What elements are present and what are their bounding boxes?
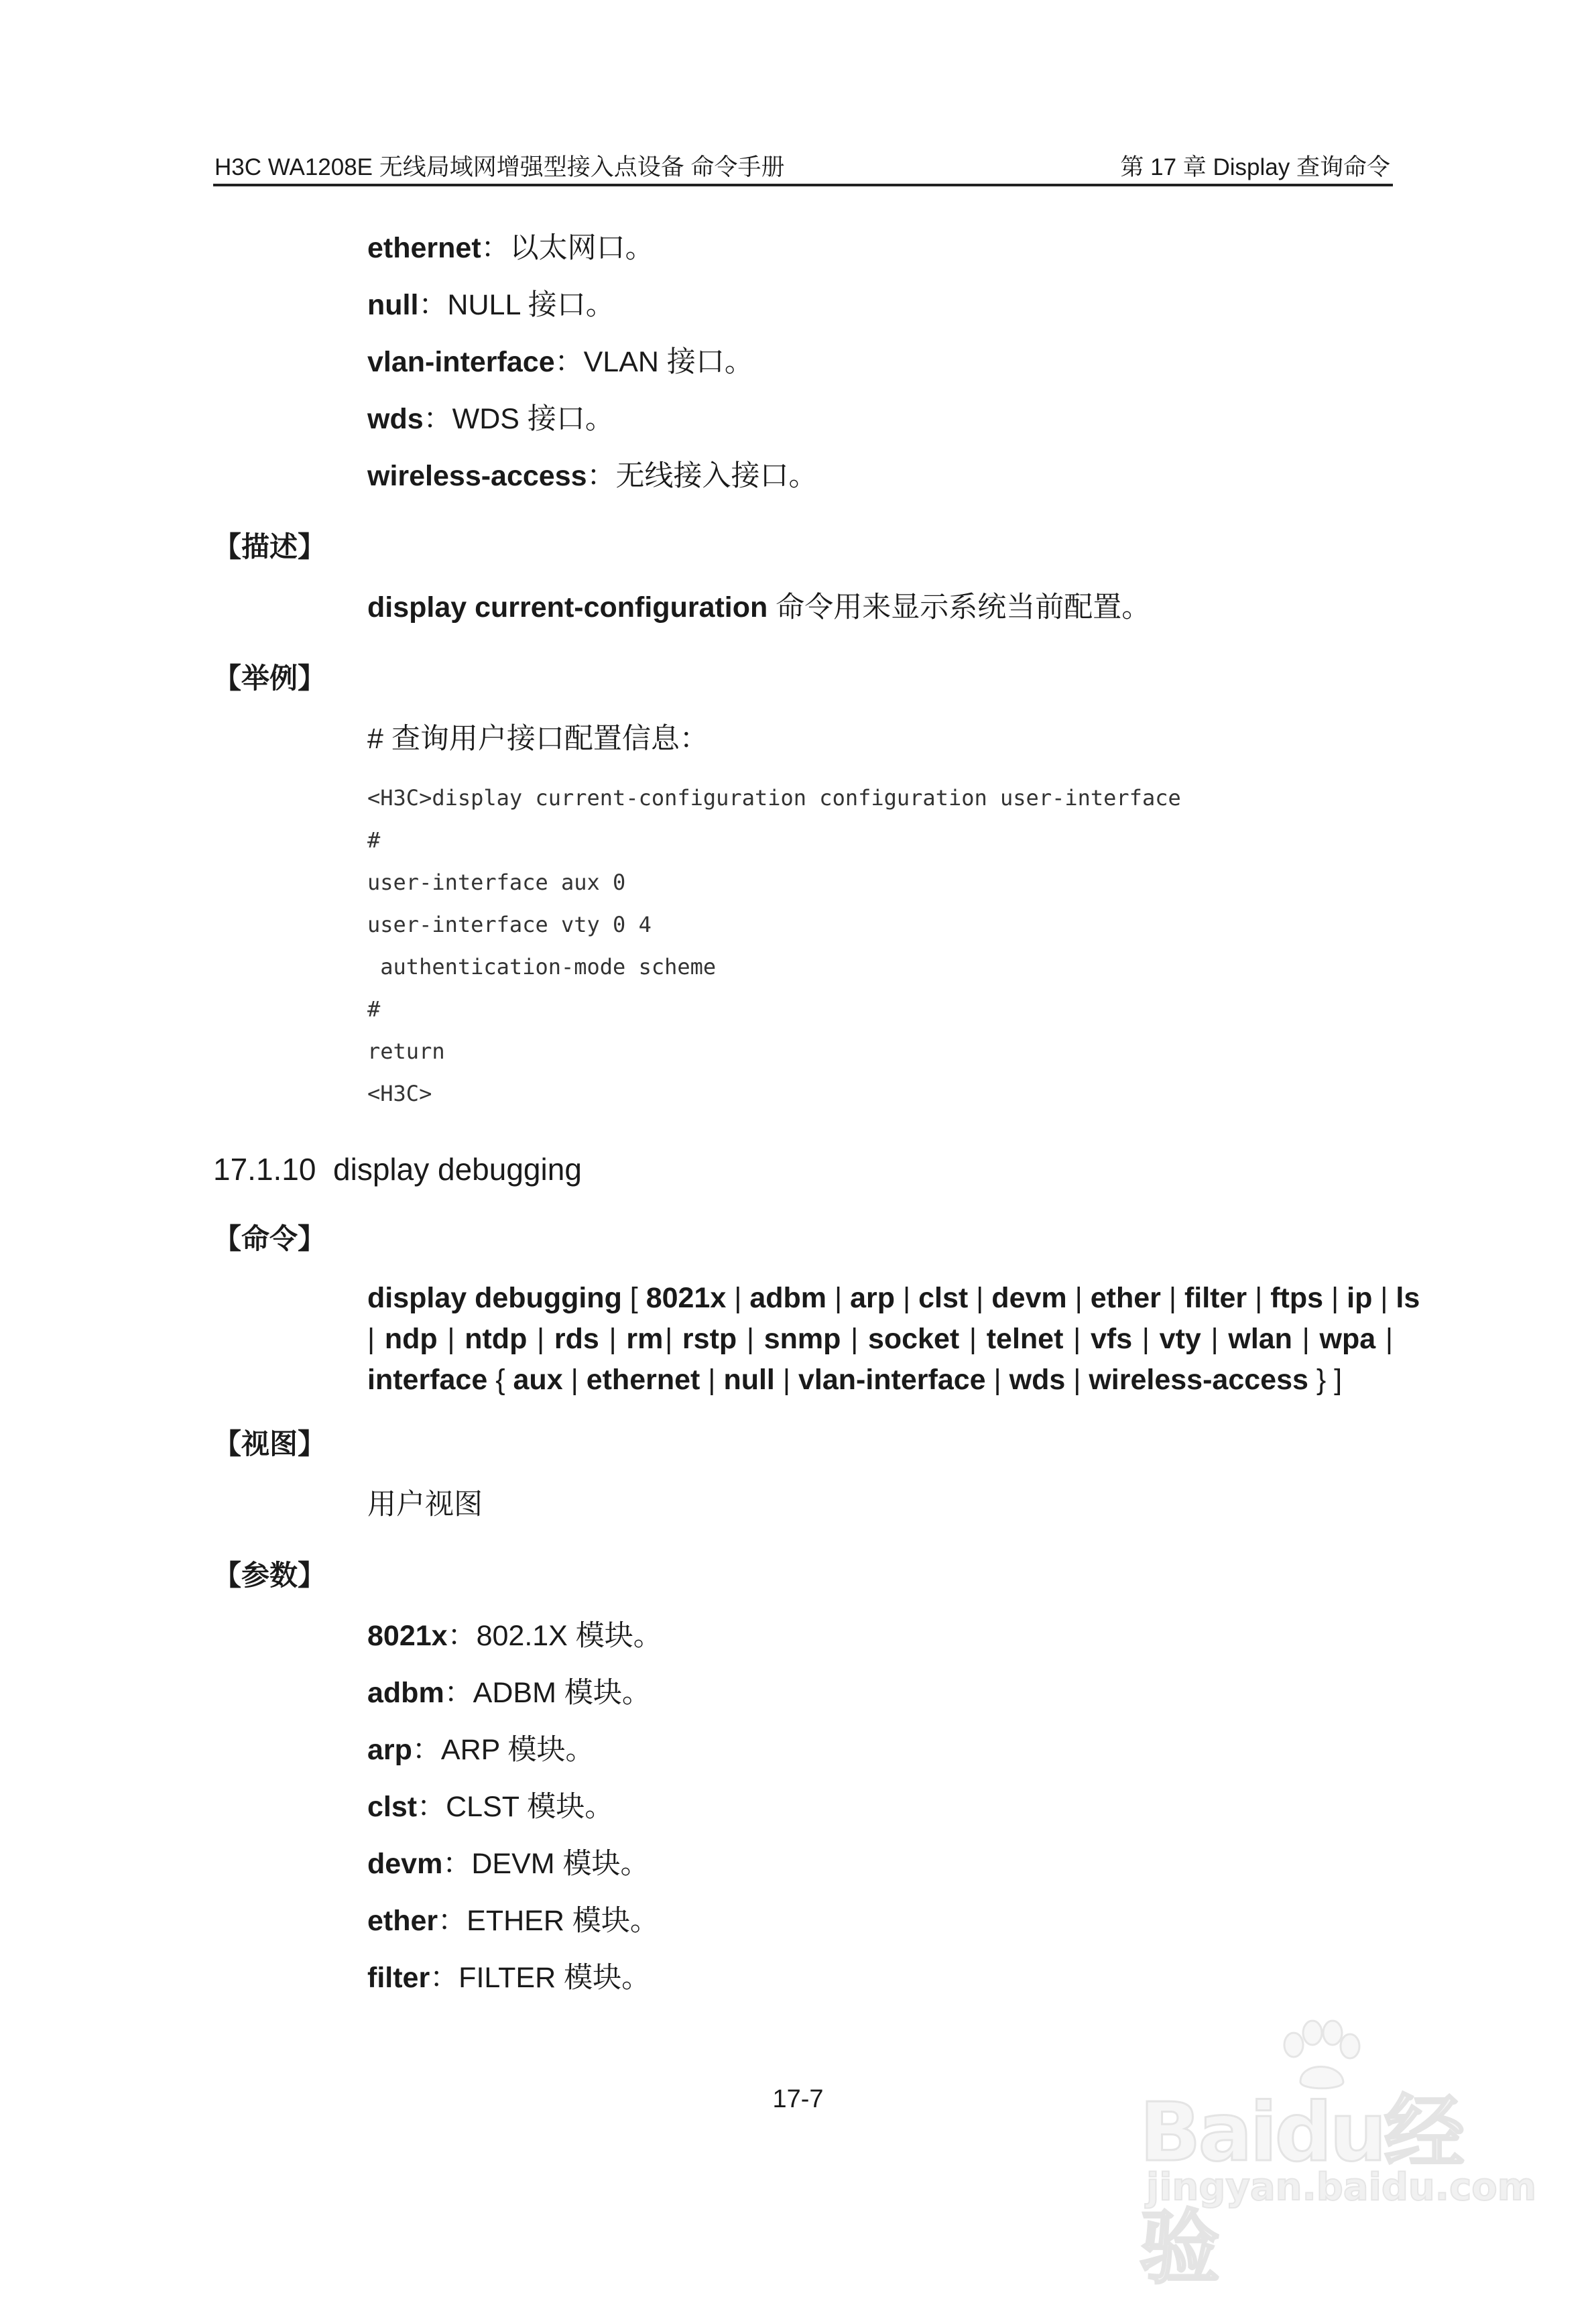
syntax-row [367, 1278, 1420, 1319]
syntax-separator: | [529, 1323, 553, 1355]
syntax-separator: | [601, 1323, 625, 1355]
syntax-keyword: wds [1009, 1364, 1066, 1396]
syntax-keyword: ntdp [465, 1323, 528, 1355]
param-key: arp [367, 1734, 412, 1766]
syntax-separator: | [700, 1364, 724, 1396]
baidu-jingyan-watermark [1133, 2018, 1537, 2295]
param-desc: ：ETHER 模块。 [438, 1905, 659, 1937]
param-item [367, 285, 615, 325]
syntax-separator: | [1065, 1323, 1089, 1355]
description-text [367, 587, 1150, 628]
syntax-keyword: wpa [1319, 1323, 1376, 1355]
syntax-row [367, 1319, 1393, 1360]
syntax-separator: | [1294, 1323, 1318, 1355]
param-item [367, 1901, 659, 1941]
syntax-keyword: display debugging [367, 1282, 622, 1314]
syntax-keyword: ls [1396, 1282, 1420, 1314]
param-key: 8021x [367, 1620, 448, 1652]
syntax-keyword: vty [1159, 1323, 1201, 1355]
syntax-separator: [ [621, 1282, 646, 1314]
param-desc: ：DEVM 模块。 [442, 1848, 650, 1880]
param-item [367, 1673, 651, 1713]
param-desc: ：以太网口。 [481, 232, 654, 264]
param-key: clst [367, 1791, 418, 1823]
code-line: <H3C> [367, 1081, 432, 1106]
syntax-separator: | [843, 1323, 867, 1355]
syntax-separator: | [1160, 1282, 1184, 1314]
syntax-keyword: ftps [1270, 1282, 1324, 1314]
syntax-keyword: clst [918, 1282, 969, 1314]
param-item [367, 399, 614, 439]
code-line: return [367, 1039, 445, 1064]
syntax-keyword: wireless-access [1089, 1364, 1308, 1396]
syntax-keyword: aux [513, 1364, 563, 1396]
param-item [367, 1844, 650, 1884]
example-intro: # 查询用户接口配置信息： [367, 723, 709, 755]
param-item [367, 228, 654, 268]
syntax-separator: | [968, 1282, 992, 1314]
param-desc: ：WDS 接口。 [423, 403, 614, 435]
syntax-separator: | [1323, 1282, 1347, 1314]
syntax-separator: | [961, 1323, 985, 1355]
syntax-keyword: rds [554, 1323, 599, 1355]
syntax-separator: | [367, 1323, 383, 1355]
param-desc: ：无线接入接口。 [587, 460, 818, 492]
param-desc: ：802.1X 模块。 [447, 1620, 662, 1652]
param-item [367, 1787, 613, 1827]
param-key: adbm [367, 1677, 444, 1709]
param-key: ether [367, 1905, 438, 1937]
section-title-parameters: 【参数】 [213, 1559, 326, 1591]
subsection-heading [213, 1148, 582, 1191]
syntax-separator: | [1065, 1364, 1089, 1396]
syntax-separator: | [1203, 1323, 1227, 1355]
watermark-logo: Baidu经验 [1140, 2086, 1462, 2295]
section-title-command: 【命令】 [213, 1223, 326, 1254]
syntax-separator: | [826, 1282, 851, 1314]
param-key: vlan-interface [367, 346, 555, 378]
syntax-separator: } ] [1308, 1364, 1343, 1396]
syntax-keyword: rm [626, 1323, 664, 1355]
param-key: filter [367, 1962, 430, 1994]
syntax-separator: | [439, 1323, 463, 1355]
syntax-separator: | [738, 1323, 762, 1355]
code-line: user-interface vty 0 4 [367, 912, 652, 937]
syntax-keyword: 8021x [646, 1282, 727, 1314]
syntax-separator: | [1247, 1282, 1271, 1314]
param-item [367, 1958, 650, 1998]
param-desc: ：FILTER 模块。 [430, 1962, 651, 1994]
page-header [213, 152, 1393, 186]
code-line: user-interface aux 0 [367, 870, 626, 895]
section-title-example: 【举例】 [213, 662, 326, 694]
param-key: ethernet [367, 232, 481, 264]
header-chapter-title: 第 17 章 Display 查询命令 [1120, 154, 1390, 180]
syntax-keyword: devm [991, 1282, 1067, 1314]
syntax-separator: { [487, 1364, 513, 1396]
syntax-separator: | [1066, 1282, 1091, 1314]
param-desc: ：ADBM 模块。 [444, 1677, 651, 1709]
param-desc: ：ARP 模块。 [412, 1734, 595, 1766]
param-key: devm [367, 1848, 443, 1880]
syntax-keyword: ethernet [586, 1364, 700, 1396]
syntax-keyword: arp [850, 1282, 896, 1314]
view-text: 用户视图 [367, 1488, 483, 1521]
syntax-separator: | [1377, 1323, 1393, 1355]
section-title-description: 【描述】 [213, 531, 326, 563]
syntax-keyword: wlan [1228, 1323, 1292, 1355]
syntax-keyword: interface [367, 1364, 488, 1396]
syntax-keyword: ether [1090, 1282, 1161, 1314]
header-manual-title: H3C WA1208E 无线局域网增强型接入点设备 命令手册 [214, 154, 785, 180]
page-number: 17-7 [772, 2085, 824, 2113]
syntax-keyword: rstp [682, 1323, 737, 1355]
param-key: null [367, 289, 419, 321]
syntax-keyword: socket [867, 1323, 960, 1355]
watermark-url: jingyan.baidu.com [1146, 2166, 1537, 2209]
code-line: # [367, 827, 381, 853]
syntax-separator: | [562, 1364, 587, 1396]
subsection-title: display debugging [333, 1152, 582, 1187]
syntax-keyword: vfs [1090, 1323, 1133, 1355]
syntax-separator: | [1133, 1323, 1158, 1355]
syntax-separator: | [726, 1282, 750, 1314]
syntax-keyword: ndp [384, 1323, 438, 1355]
syntax-keyword: snmp [763, 1323, 841, 1355]
param-desc: ：NULL 接口。 [418, 289, 615, 321]
section-title-view: 【视图】 [213, 1428, 326, 1460]
param-desc: ：CLST 模块。 [417, 1791, 614, 1823]
param-key: wireless-access [367, 460, 587, 492]
code-line: <H3C>display current-configuration configuration user-interface [367, 785, 1181, 811]
command-syntax [367, 1278, 1420, 1401]
syntax-keyword: adbm [749, 1282, 827, 1314]
param-item [367, 1616, 662, 1656]
syntax-keyword: null [723, 1364, 775, 1396]
syntax-keyword: telnet [986, 1323, 1064, 1355]
subsection-number: 17.1.10 [213, 1152, 316, 1187]
param-item [367, 456, 818, 496]
code-line: # [367, 996, 381, 1022]
param-desc: ：VLAN 接口。 [554, 346, 753, 378]
code-line: authentication-mode scheme [367, 954, 717, 980]
syntax-separator: | [985, 1364, 1009, 1396]
param-item [367, 1730, 595, 1770]
param-item [367, 342, 753, 382]
param-key: wds [367, 403, 424, 435]
syntax-keyword: ip [1347, 1282, 1373, 1314]
syntax-separator: | [774, 1364, 798, 1396]
syntax-separator: | [1372, 1282, 1396, 1314]
syntax-keyword: vlan-interface [798, 1364, 986, 1396]
description-command: display current-configuration [367, 591, 768, 624]
syntax-row [367, 1360, 1393, 1401]
syntax-separator: | [895, 1282, 919, 1314]
syntax-keyword: filter [1184, 1282, 1247, 1314]
syntax-separator: | [665, 1323, 681, 1355]
description-body: 命令用来显示系统当前配置。 [768, 591, 1151, 624]
